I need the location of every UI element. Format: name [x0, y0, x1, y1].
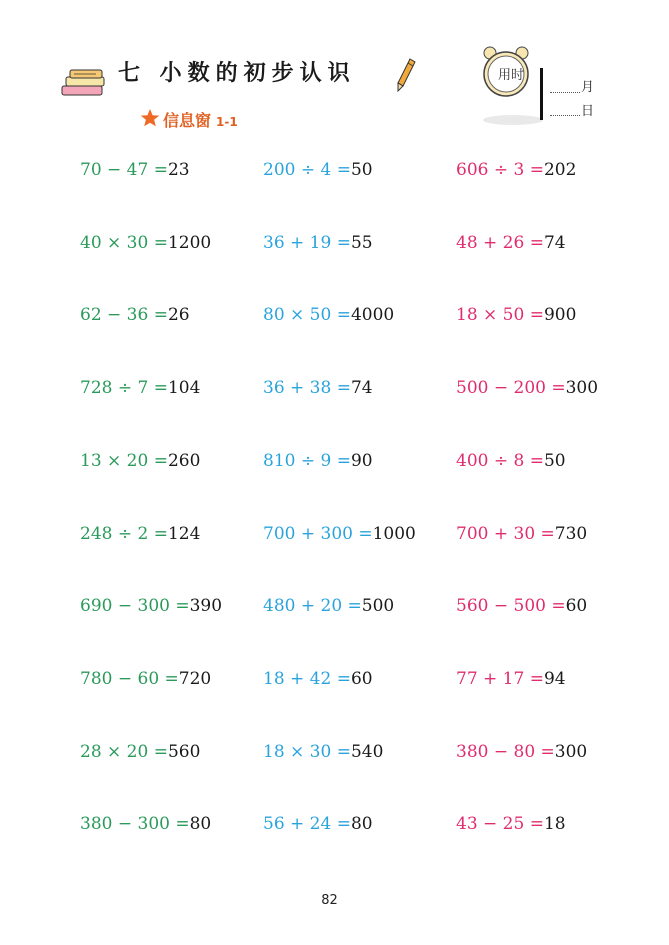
problem-item — [80, 742, 200, 762]
problem-expression: 62 − 36 = — [80, 305, 168, 326]
problem-expression: 80 × 50 = — [263, 305, 351, 326]
problem-expression: 690 − 300 = — [80, 596, 190, 617]
problem-item — [456, 742, 587, 762]
problem-answer: 104 — [167, 378, 201, 399]
problem-expression: 248 ÷ 2 = — [80, 523, 168, 544]
problem-item — [456, 814, 566, 834]
problem-answer: 390 — [189, 596, 223, 617]
problem-answer: 730 — [554, 523, 588, 544]
problem-expression: 18 + 42 = — [263, 668, 351, 689]
problem-answer: 74 — [543, 232, 566, 253]
problem-answer: 80 — [189, 814, 212, 835]
problem-expression: 400 ÷ 8 = — [456, 450, 544, 471]
problem-answer: 300 — [565, 378, 599, 399]
page-number: 82 — [321, 893, 338, 908]
problem-item — [263, 524, 416, 544]
problem-item — [80, 451, 200, 471]
problem-answer: 74 — [350, 378, 373, 399]
problem-item — [80, 160, 190, 180]
problem-expression: 77 + 17 = — [456, 668, 544, 689]
problem-answer: 50 — [350, 160, 373, 180]
problem-answer: 60 — [350, 668, 373, 689]
problem-expression: 56 + 24 = — [263, 814, 351, 835]
problem-expression: 500 − 200 = — [456, 378, 566, 399]
problem-expression: 40 × 30 = — [80, 232, 168, 253]
problem-expression: 700 + 30 = — [456, 523, 555, 544]
page-header — [0, 0, 669, 140]
problem-item — [456, 233, 566, 253]
problem-expression: 13 × 20 = — [80, 450, 168, 471]
problem-expression: 480 + 20 = — [263, 596, 362, 617]
problem-expression: 18 × 50 = — [456, 305, 544, 326]
problem-answer: 540 — [350, 741, 384, 762]
problem-expression: 810 ÷ 9 = — [263, 450, 351, 471]
month-blank — [550, 92, 580, 93]
problem-item — [456, 160, 576, 180]
problem-item — [80, 524, 200, 544]
problem-expression: 70 − 47 = — [80, 160, 168, 180]
problem-answer: 90 — [350, 450, 373, 471]
problem-item — [456, 451, 566, 471]
problem-answer: 26 — [167, 305, 190, 326]
problem-item — [263, 451, 373, 471]
problem-answer: 260 — [167, 450, 201, 471]
month-label: 月 — [581, 80, 595, 95]
problem-expression: 606 ÷ 3 = — [456, 160, 544, 180]
problem-expression: 18 × 30 = — [263, 741, 351, 762]
problem-expression: 200 ÷ 4 = — [263, 160, 351, 180]
problem-answer: 50 — [543, 450, 566, 471]
problem-answer: 720 — [178, 668, 212, 689]
problem-answer: 1000 — [372, 523, 416, 544]
problem-answer: 1200 — [167, 232, 212, 253]
problem-expression: 43 − 25 = — [456, 814, 544, 835]
problem-item — [80, 596, 222, 616]
problem-item — [263, 596, 394, 616]
section-title-text: 信息窗 — [163, 111, 212, 130]
problem-answer: 500 — [361, 596, 395, 617]
day-blank — [550, 115, 580, 116]
problem-item — [456, 524, 587, 544]
section-subtitle: 1-1 — [216, 115, 238, 129]
problem-item — [456, 305, 576, 325]
day-label: 日 — [581, 104, 595, 119]
problem-item — [80, 305, 190, 325]
star-icon — [140, 108, 160, 128]
pencil-icon — [396, 58, 416, 92]
problem-item — [80, 233, 211, 253]
problem-expression: 728 ÷ 7 = — [80, 378, 168, 399]
problem-answer: 300 — [554, 741, 588, 762]
problem-answer: 23 — [167, 160, 190, 180]
problem-answer: 124 — [167, 523, 201, 544]
problem-item — [263, 305, 394, 325]
problem-item — [263, 160, 373, 180]
problem-answer: 4000 — [350, 305, 395, 326]
problem-item — [263, 742, 383, 762]
time-used-label: 用时 — [497, 68, 524, 83]
problem-answer: 60 — [565, 596, 588, 617]
problem-item — [80, 814, 211, 834]
problem-expression: 380 − 300 = — [80, 814, 190, 835]
problem-item — [263, 814, 373, 834]
problem-expression: 380 − 80 = — [456, 741, 555, 762]
problem-expression: 700 + 300 = — [263, 523, 373, 544]
date-divider — [540, 68, 543, 120]
problem-item — [80, 669, 211, 689]
problem-expression: 48 + 26 = — [456, 232, 544, 253]
problem-expression: 560 − 500 = — [456, 596, 566, 617]
books-icon — [60, 68, 110, 98]
problem-answer: 18 — [543, 814, 566, 835]
problem-expression: 36 + 38 = — [263, 378, 351, 399]
problem-item — [263, 233, 373, 253]
problem-expression: 36 + 19 = — [263, 232, 351, 253]
problem-expression: 28 × 20 = — [80, 741, 168, 762]
problem-answer: 55 — [350, 232, 373, 253]
chapter-title: 七 小数的初步认识 — [118, 61, 356, 86]
problem-item — [263, 378, 373, 398]
problem-item — [456, 378, 598, 398]
problem-answer: 80 — [350, 814, 373, 835]
problem-item — [80, 378, 200, 398]
problem-expression: 780 − 60 = — [80, 668, 179, 689]
problem-answer: 900 — [543, 305, 577, 326]
section-title — [163, 108, 238, 131]
timer-shadow — [483, 115, 543, 125]
problem-item — [456, 596, 587, 616]
problem-answer: 202 — [543, 160, 577, 180]
problem-answer: 560 — [167, 741, 201, 762]
problem-item — [263, 669, 373, 689]
problem-item — [456, 669, 566, 689]
problem-answer: 94 — [543, 668, 566, 689]
